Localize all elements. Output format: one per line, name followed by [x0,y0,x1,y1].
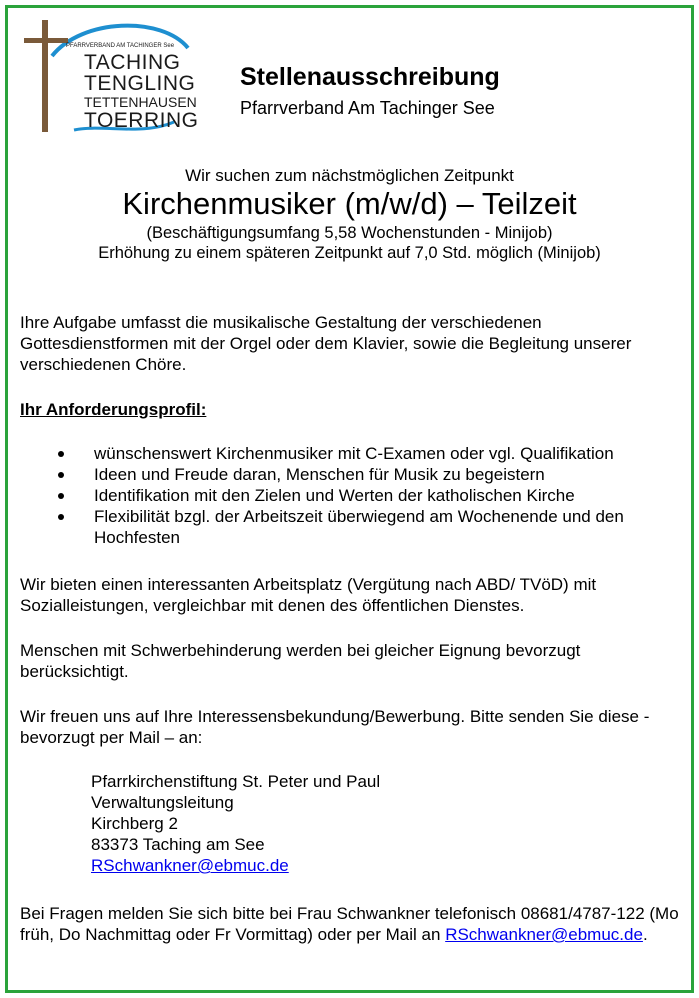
address-block [91,771,380,876]
intro-lead: Wir suchen zum nächstmöglichen Zeitpunkt [185,166,514,185]
address-org: Pfarrkirchenstiftung St. Peter und Paul [91,772,381,791]
job-scope: (Beschäftigungsumfang 5,58 Wochenstunden - Minijob) [146,224,553,242]
task-paragraph: Ihre Aufgabe umfasst die musikalische Gestaltung der verschiedenen Gottesdienstformen mit der Orgel oder dem Klavier, sowie die Begleitung unserer verschiedenen Chöre. [20,313,632,374]
logo-name-tengling: TENGLING [84,72,196,95]
logo-name-tettenhausen: TETTENHAUSEN [84,94,197,110]
page-subtitle: Pfarrverband Am Tachinger See [240,98,495,118]
disability-paragraph: Menschen mit Schwerbehinderung werden bei gleicher Eignung bevorzugt berücksichtigt. [20,641,581,681]
list-item: Identifikation mit den Zielen und Werten der katholischen Kirche [20,485,685,506]
logo-arc-text: PFARRVERBAND AM TACHINGER See [66,43,175,49]
job-raise-note: Erhöhung zu einem späteren Zeitpunkt auf 7,0 Std. möglich (Minijob) [98,244,601,262]
requirements-list [20,443,685,548]
address-city: 83373 Taching am See [91,835,265,854]
logo-name-taching: TACHING [84,51,181,74]
contact-end: . [642,925,648,944]
page-title: Stellenausschreibung [240,63,500,91]
address-email-link[interactable]: RSchwankner@ebmuc.de [91,856,289,875]
list-item: Flexibilität bzgl. der Arbeitszeit überwiegend am Wochenende und den Hochfesten [20,506,685,548]
logo-name-toerring: TOERRING [84,109,199,132]
contact-email-link[interactable]: RSchwankner@ebmuc.de [445,925,643,944]
apply-paragraph: Wir freuen uns auf Ihre Interessensbekundung/Bewerbung. Bitte senden Sie diese -bevorzugt per Mail – an: [20,707,650,747]
list-item: Ideen und Freude daran, Menschen für Musik zu begeistern [20,464,685,485]
parish-logo [22,18,197,143]
address-street: Kirchberg 2 [91,814,178,833]
address-dept: Verwaltungsleitung [91,793,234,812]
cross-horizontal [24,38,68,43]
requirements-heading: Ihr Anforderungsprofil: [20,400,207,419]
job-title: Kirchenmusiker (m/w/d) – Teilzeit [122,186,577,221]
cross-vertical [42,20,48,132]
offer-paragraph: Wir bieten einen interessanten Arbeitsplatz (Vergütung nach ABD/ TVöD) mit Sozialleistungen, vergleichbar mit denen des öffentlichen Dienstes. [20,575,597,615]
contact-paragraph [20,903,685,945]
list-item: wünschenswert Kirchenmusiker mit C-Examen oder vgl. Qualifikation [20,443,685,464]
contact-text: Bei Fragen melden Sie sich bitte bei Frau Schwankner telefonisch 08681/4787-122 (Mo früh, Do Nachmittag oder Fr Vormittag) oder per Mail an [20,904,679,944]
